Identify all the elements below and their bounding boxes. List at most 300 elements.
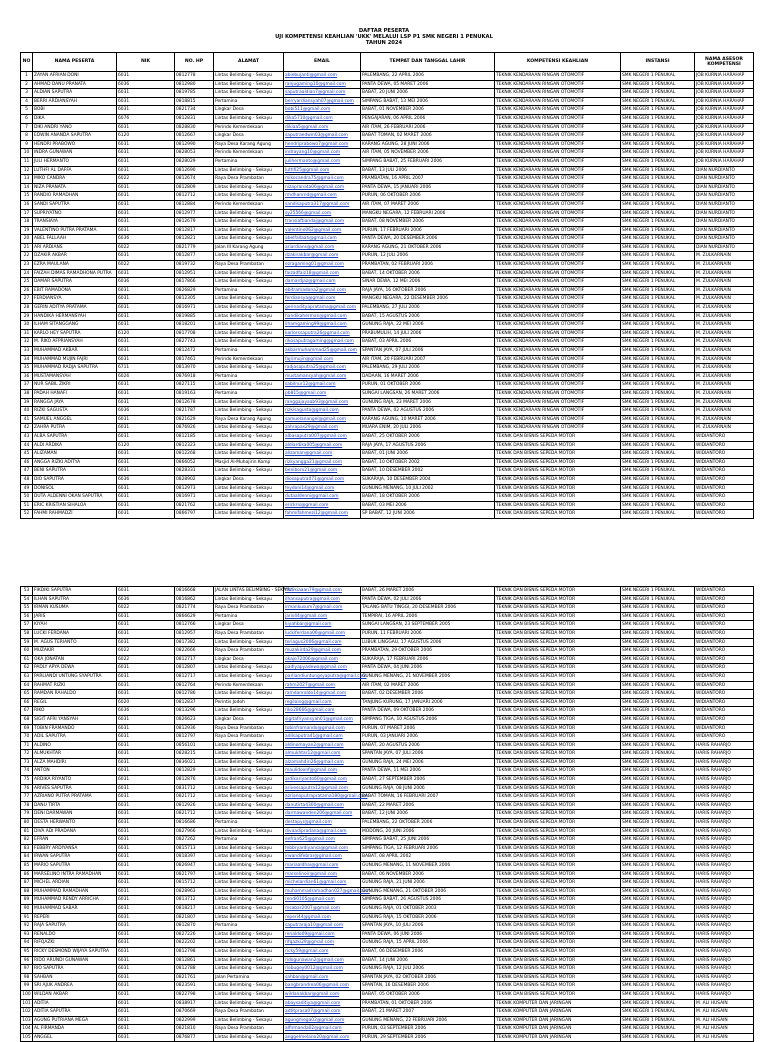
birth-place-date: MANGKU NEGARA, 12 FEBRUARI 2006 [361,209,495,218]
email[interactable]: arivessaputra12@gmail.com [284,784,361,793]
email[interactable]: michelardian61@gmail.com [284,879,361,888]
row-number: 58 [21,629,33,638]
address: Lintas Belimbing - Sekayu [214,501,284,510]
nik: 6031 [117,973,175,982]
competency: TEKNIK KENDARAAN RINGAN OTOMOTIF [495,415,621,424]
email[interactable]: rendi0105@gmail.com [284,896,361,905]
email[interactable]: rizkisagusta@gmail.com [284,407,361,416]
email[interactable]: okajo72006@gmail.com [284,655,361,664]
nik: 6031 [117,432,175,441]
assessor-name: WIDIANTORO [695,681,754,690]
institution: SMK NEGERI 1 PENUKAL [621,192,695,201]
address: Raya Desa Karang Agung [214,140,284,149]
competency: TEKNIK DAN BISNIS SEPEDA MOTOR [495,982,621,991]
email[interactable]: adilsaputra41@gmail.com [284,733,361,742]
institution: SMK NEGERI 1 PENUKAL [621,261,695,270]
phone-number: 0866052 [175,458,214,467]
email[interactable]: sabilnur12@gmail.com [284,381,361,390]
phone-number: 0828902 [175,475,214,484]
nik: 6031 [117,398,175,407]
competency: TEKNIK KENDARAAN RINGAN OTOMOTIF [495,261,621,270]
email[interactable]: ricky59@gmail.com [284,947,361,956]
birth-place-date: PURUN, 03 SEPTEMBER 2006 [361,1025,495,1034]
email[interactable]: sandisaputra317@gmail.com [284,200,361,209]
competency: TEKNIK DAN BISNIS SEPEDA MOTOR [495,862,621,871]
email[interactable]: feydoni14@gmail.com [284,484,361,493]
email[interactable]: saputraaldian7@gmail.com [284,89,361,98]
birth-place-date: GUNUNG RAJA, 21 JUNI 2006 [361,879,495,888]
nik: 6711 [117,364,175,373]
email[interactable]: sy25566@gmail.com [284,209,361,218]
table-row [21,801,754,810]
email[interactable]: diosaputra071@gmail.com [284,475,361,484]
address: Lintas Belimbing - Sekayu [214,784,284,793]
nik: 6031 [117,982,175,991]
email[interactable]: padlyapyadewa@gmail.com [284,664,361,673]
assessor-name: M. ALI HUSAIN [695,1016,754,1025]
assessor-name: WIDIANTORO [695,467,754,476]
column-header: NIK [117,53,175,72]
birth-place-date: BABAT, 20 AGUSTUS 2006 [361,741,495,750]
email[interactable]: ebitramadona2@gmail.com [284,286,361,295]
email[interactable]: ariardians@gmail.com [284,243,361,252]
phone-number: 0812821 [175,235,214,244]
competency: TEKNIK DAN BISNIS SEPEDA MOTOR [495,629,621,638]
nik: 6036 [117,595,175,604]
competency: TEKNIK DAN BISNIS SEPEDA MOTOR [495,432,621,441]
table-row [21,612,754,621]
competency: TEKNIK KENDARAAN RINGAN OTOMOTIF [495,407,621,416]
participant-name: PADLY APYA DEWA [33,664,117,673]
competency: TEKNIK DAN BISNIS SEPEDA MOTOR [495,672,621,681]
assessor-name: M. ALI HUSAIN [695,1008,754,1017]
email[interactable]: dikiaa5@gmail.com [284,123,361,132]
nik: 6020 [117,698,175,707]
email[interactable]: rizkyangga21@gmail.com [284,458,361,467]
address: Perindo Kemerdekaan [214,200,284,209]
phone-number: 0826829 [175,286,214,295]
address: Lintas Belimbing - Sekayu [214,844,284,853]
participant-name: HANDIKA HERMANSYAH [33,312,117,321]
email[interactable]: teriagus2006@gmail.com [284,638,361,647]
email[interactable]: fajrimujin@gmail.com [284,355,361,364]
institution: SMK NEGERI 1 PENUKAL [621,304,695,313]
institution: SMK NEGERI 1 PENUKAL [621,664,695,673]
email[interactable]: msabar2007@gmail.com [284,904,361,913]
email[interactable]: ranjugaming10@gmail.com [284,80,361,89]
email[interactable]: parliandiuntungsyaputra@gmail.com [284,672,361,681]
email[interactable]: saputraraja10@gmail.com [284,922,361,931]
email[interactable]: reperi44@gmail.com [284,913,361,922]
participant-name: RIFQAZKI [33,939,117,948]
nik: 6031 [117,484,175,493]
participant-name: RAHMAT RIZKI [33,681,117,690]
institution: SMK NEGERI 1 PENUKAL [621,355,695,364]
email[interactable]: erickris@gmail.com [284,501,361,510]
phone-number: 0812786 [175,690,214,699]
assessor-name: M. ZULKARNAIN [695,321,754,330]
nik: 6031 [117,836,175,845]
row-number: 10 [21,149,33,158]
phone-number: 0812861 [175,956,214,965]
birth-place-date: PRAMBATAN, 16 APRIL 2007 [361,175,495,184]
birth-place-date: MANGKU NEGARA, 22 DESEMBER 2006 [361,295,495,304]
assessor-name: M. ZULKARNAIN [695,269,754,278]
email[interactable]: damardjaz@gmail.com [284,278,361,287]
email[interactable]: kiyahbar@gmail.com [284,621,361,630]
email[interactable]: darmawanden206@gmail.com [284,810,361,819]
email[interactable]: muhammadramadhan027@gmail.com [284,887,361,896]
email[interactable]: beniborx21@gmail.com [284,467,361,476]
table-row [21,819,754,828]
email[interactable]: tobinframando@gmail.com [284,724,361,733]
address: Lintas Belimbing - Sekayu [214,793,284,802]
email[interactable]: rmdhanrnd@gmail.com [284,192,361,201]
email[interactable]: dika5710@gmail.com [284,114,361,123]
assessor-name: HARIS RAHARJO [695,741,754,750]
email[interactable]: ilhansaputra@gmail.com [284,595,361,604]
address: Lintas Belimbing - Sekayu [214,321,284,330]
phone-number: 0876918 [175,372,214,381]
email[interactable]: renaldo09@gmail.com [284,930,361,939]
table-row [21,655,754,664]
row-number: 73 [21,758,33,767]
participant-name: MUZAKIR [33,647,117,656]
email[interactable]: nizapranata06@gmail.com [284,183,361,192]
birth-place-date: BABAT, 08 NOVEMBER 2006 [361,218,495,227]
email[interactable]: dzakirakbar@gmail.com [284,252,361,261]
email[interactable]: karlorssaputra26@gmail.com [284,329,361,338]
email[interactable]: sahban@gmail.com [284,973,361,982]
email[interactable]: jaris44@gmail.com [284,612,361,621]
email[interactable]: berryardiansyah07@gmail.com [284,97,361,106]
competency: TEKNIK DAN BISNIS SEPEDA MOTOR [495,715,621,724]
email[interactable]: albasaputra007@gmail.com [284,432,361,441]
email[interactable]: ilhamgaming99@gmail.com [284,321,361,330]
row-number: 59 [21,638,33,647]
address: Lintas Belimbing - Sekayu [214,870,284,879]
participant-name: FEBBRY ARDIYANSA [33,844,117,853]
email[interactable]: sigitafriyansyah01@gmail.com [284,715,361,724]
assessor-name: WIDIANTORO [695,604,754,613]
row-number: 24 [21,269,33,278]
email[interactable]: hendriprabowo7@gmail.com [284,140,361,149]
competency: TEKNIK DAN BISNIS SEPEDA MOTOR [495,973,621,982]
email[interactable]: julihermanto@gmail.com [284,157,361,166]
email[interactable]: radjasaputra25@gmail.com [284,364,361,373]
email[interactable]: azrianoputrapratama180@gmail.com [284,793,361,802]
birth-place-date: BABAT, 05 OKTOBER 2006 [361,990,495,999]
email[interactable]: zahrapas29@gmail.com [284,424,361,433]
row-number: 56 [21,612,33,621]
birth-place-date: TANJUNG KURUNG, 17 JANUARI 2006 [361,698,495,707]
email[interactable]: destapyr@gmail.com [284,819,361,828]
assessor-name: HARIS RAHARJO [695,776,754,785]
phone-number: 0828331 [175,467,214,476]
email[interactable]: eefran625@gmail.com [284,836,361,845]
row-number: 5 [21,106,33,115]
email[interactable]: handikaherman@gmail.com [284,312,361,321]
nik: 6031 [117,690,175,699]
phone-number: 0821774 [175,604,214,613]
email[interactable]: luthfi25@gmail.com [284,166,361,175]
table-row [21,870,754,879]
email[interactable]: samuelanangel@gmail.com [284,415,361,424]
competency: TEKNIK KENDARAAN RINGAN OTOMOTIF [495,218,621,227]
row-number: 18 [21,218,33,227]
birth-place-date: PALEMBANG, 22 OKTOBER 2006 [361,819,495,828]
assessor-name: HARIS RAHARJO [695,793,754,802]
email[interactable]: ferdiansya@gmail.com [284,295,361,304]
row-number: 28 [21,304,33,313]
phone-number: 0822798 [175,990,214,999]
phone-number: 0821779 [175,243,214,252]
phone-number: 0812829 [175,767,214,776]
address: Lintas Belimbing - Sekayu [214,690,284,699]
institution: SMK NEGERI 1 PENUKAL [621,467,695,476]
phone-number: 0812870 [175,922,214,931]
email[interactable]: fahmifahmezi12@gmail.com [284,510,361,519]
address: Pertamina [214,286,284,295]
email[interactable]: ridogunawan2@gmail.com [284,956,361,965]
participant-name: DIVA ADI PRADANA [33,827,117,836]
assessor-name: HARIS RAHARJO [695,982,754,991]
address: Raya Desa Prambatan [214,724,284,733]
birth-place-date: SPANTAN JAYA, 07 JULI 2006 [361,750,495,759]
competency: TEKNIK DAN BISNIS SEPEDA MOTOR [495,758,621,767]
row-number: 60 [21,647,33,656]
email[interactable]: adtitprasa07@gmail.com [284,1008,361,1017]
email[interactable]: marselinoir@gmail.com [284,870,361,879]
nik: 6031 [117,200,175,209]
email[interactable]: ramdanraldo14@gmail.com [284,690,361,699]
institution: SMK NEGERI 1 PENUKAL [621,458,695,467]
phone-number: 0813712 [175,896,214,905]
email[interactable]: wildanakbar@gmail.com [284,990,361,999]
participant-name: RIZKI SAGUSTA [33,407,117,416]
email[interactable]: muzakirda29@gmail.com [284,647,361,656]
email[interactable]: riobugey0012@gmail.com [284,965,361,974]
address: Lintas Belimbing - Sekayu [214,758,284,767]
table-row [21,235,754,244]
email[interactable]: maulidoonf@gmail.com [284,767,361,776]
row-number: 83 [21,844,33,853]
phone-number: 0812837 [175,698,214,707]
assessor-name: HARIS RAHARJO [695,767,754,776]
email[interactable]: valentino062@gmail.com [284,226,361,235]
birth-place-date: PENGAJARAN, 06 APRIL 2006 [361,114,495,123]
birth-place-date: PANTA DEWA, 09 OKTOBER 2006 [361,707,495,716]
email[interactable]: saputraedwin03@gmail.com [284,132,361,141]
competency: TEKNIK DAN BISNIS SEPEDA MOTOR [495,612,621,621]
participant-name: RAMDAN RAHALDO [33,690,117,699]
email[interactable]: agungmega02@gmail.com [284,1016,361,1025]
email[interactable]: ranggajayaab93@gmail.com [284,398,361,407]
address: Lintas Belimbing - Sekayu [214,493,284,502]
email[interactable]: mariaaldhai@gmail.com [284,862,361,871]
competency: TEKNIK DAN BISNIS SEPEDA MOTOR [495,604,621,613]
nik: 6031 [117,990,175,999]
email[interactable]: aldiardika005@gmail.com [284,441,361,450]
email[interactable]: gerinadityapratama@gmail.com [284,304,361,313]
table-row [21,355,754,364]
nik: 6031 [117,218,175,227]
address: Lintas Belimbing - Sekayu [214,424,284,433]
participant-name: DAMAR SAPUTRA [33,278,117,287]
address: Lintas Belimbing - Sekayu [214,407,284,416]
row-number: 7 [21,123,33,132]
participant-name: LUCKI FERDANA [33,629,117,638]
assessor-name: M. ZULKARNAIN [695,355,754,364]
competency: TEKNIK KENDARAAN RINGAN OTOMOTIF [495,166,621,175]
phone-number: 0818397 [175,853,214,862]
assessor-name: WIDIANTORO [695,484,754,493]
row-number: 68 [21,715,33,724]
competency: TEKNIK KENDARAAN RINGAN OTOMOTIF [495,106,621,115]
competency: TEKNIK KENDARAAN RINGAN OTOMOTIF [495,80,621,89]
header-year: TAHUN 2024 [365,40,403,47]
phone-number: 0812957 [175,629,214,638]
phone-number: 0812323 [175,441,214,450]
competency: TEKNIK KOMPUTER DAN JARINGAN [495,999,621,1008]
table-row [21,604,754,613]
email[interactable]: abiebujanti@gmail.com [284,72,361,81]
assessor-name: M. ZULKARNAIN [695,364,754,373]
email[interactable]: rikosaputragaming@gmail.com [284,338,361,347]
table-row [21,510,754,519]
assessor-name: WIDIANTORO [695,647,754,656]
email[interactable]: alizaman@gmail.com [284,450,361,459]
participant-name: IRMAN KUSUMA [33,604,117,613]
email[interactable]: luckiferdana06@gmail.com [284,629,361,638]
institution: SMK NEGERI 1 PENUKAL [621,200,695,209]
nik: 6031 [117,681,175,690]
assessor-name: HARIS RAHARJO [695,904,754,913]
table-row [21,183,754,192]
institution: SMK NEGERI 1 PENUKAL [621,226,695,235]
email[interactable]: abelfallaah@gmail.com [284,235,361,244]
row-number: 97 [21,965,33,974]
email[interactable]: riko28666@gmail.com [284,707,361,716]
participant-name: MUHAMMAD RADJA SAPUTRA [33,364,117,373]
phone-number: 0856101 [175,741,214,750]
institution: SMK NEGERI 1 PENUKAL [621,1016,695,1025]
row-number: 79 [21,810,33,819]
email[interactable]: indrayang10@gmail.com [284,149,361,158]
row-number: 98 [21,973,33,982]
email[interactable]: dutaaldenni@gmail.com [284,493,361,502]
nik: 6031 [117,612,175,621]
row-number: 6 [21,114,33,123]
row-number: 34 [21,355,33,364]
assessor-name: M. ZULKARNAIN [695,347,754,356]
email[interactable]: rifqazki29@gmail.com [284,939,361,948]
email[interactable]: abaysaditiya@gmail.com [284,999,361,1008]
email[interactable]: fikdikiaaan79@gmail.com [284,587,361,596]
email[interactable]: irmankusum7@gmail.com [284,604,361,613]
competency: TEKNIK DAN BISNIS SEPEDA MOTOR [495,450,621,459]
birth-place-date: GUNUNG MENANG, 10 JULI 2002 [361,484,495,493]
institution: SMK NEGERI 1 PENUKAL [621,913,695,922]
email[interactable]: ezragaming01@gmail.com [284,261,361,270]
nik: 6031 [117,89,175,98]
birth-place-date: PURUN, 01 OKTOBER 2006 [361,381,495,390]
phone-number: 0816862 [175,595,214,604]
competency: TEKNIK KENDARAAN RINGAN OTOMOTIF [495,424,621,433]
table-row [21,243,754,252]
email[interactable]: bobi511@gmail.com [284,106,361,115]
institution: SMK NEGERI 1 PENUKAL [621,338,695,347]
table-row [21,329,754,338]
email[interactable]: divaadipradana@gmail.com [284,827,361,836]
birth-place-date: GUNUNG MENANG, 21 NOVEMBER 2006 [361,672,495,681]
competency: TEKNIK DAN BISNIS SEPEDA MOTOR [495,441,621,450]
email[interactable]: irwandifebrar@gmail.com [284,853,361,862]
institution: SMK NEGERI 1 PENUKAL [621,922,695,931]
email[interactable]: mustamansyah@gmail.com [284,372,361,381]
birth-place-date: PANTA DEWA, 02 JULI 2006 [361,595,495,604]
institution: SMK NEGERI 1 PENUKAL [621,157,695,166]
email[interactable]: bangbrandrea06@gmail.com [284,982,361,991]
assessor-name: JOB KURNIA HARAHAP [695,89,754,98]
institution: SMK NEGERI 1 PENUKAL [621,424,695,433]
nik: 6031 [117,741,175,750]
competency: TEKNIK DAN BISNIS SEPEDA MOTOR [495,930,621,939]
assessor-name: HARIS RAHARJO [695,844,754,853]
institution: SMK NEGERI 1 PENUKAL [621,286,695,295]
email[interactable]: faizadfaiz18@gmail.com [284,269,361,278]
birth-place-date: GUNUNG RAJA, 01 OKTOBER 2003 [361,904,495,913]
institution: SMK NEGERI 1 PENUKAL [621,715,695,724]
competency: TEKNIK DAN BISNIS SEPEDA MOTOR [495,690,621,699]
email[interactable]: febbryardiyansa@gmail.com [284,844,361,853]
email[interactable]: regiloing@gmail.com [284,698,361,707]
assessor-name: M. ZULKARNAIN [695,381,754,390]
email[interactable]: danutirta4300@gmail.com [284,801,361,810]
participant-name: JULI HERMANTO [33,157,117,166]
row-number: 103 [21,1016,33,1025]
address: Raya Desa Karang Agung [214,415,284,424]
birth-place-date: LUBUK LINGGAU, 17 AGUSTUS 2006 [361,638,495,647]
email[interactable]: transiaftiandaj@gmail.com [284,218,361,227]
email[interactable]: ardikariyanto60@gmail.com [284,776,361,785]
assessor-name: M. ZULKARNAIN [695,372,754,381]
address: Lintas Belimbing - Sekayu [214,114,284,123]
table-row [21,982,754,991]
phone-number: 0821734 [175,106,214,115]
birth-place-date: BABAT, 21 MARET 2007 [361,1008,495,1017]
address: Lintas Belimbing - Sekayu [214,450,284,459]
table-row [21,269,754,278]
competency: TEKNIK DAN BISNIS SEPEDA MOTOR [495,793,621,802]
row-number: 54 [21,595,33,604]
email[interactable]: rahm2027@gmail.com [284,681,361,690]
email[interactable]: mikocandra75@gmail.com [284,175,361,184]
institution: SMK NEGERI 1 PENUKAL [621,801,695,810]
email[interactable]: almukhtar12@gmail.com [284,750,361,759]
institution: SMK NEGERI 1 PENUKAL [621,450,695,459]
table-header-row [21,53,754,72]
address: Lintas Belimbing - Sekayu [214,707,284,716]
email[interactable]: alzamahdiri26@gmail.com [284,758,361,767]
email[interactable]: pb815@gmail.com [284,389,361,398]
email[interactable]: akbarmuhammad25@gmail.com [284,347,361,356]
table-row [21,853,754,862]
email[interactable]: alfirmanda02@gmail.com [284,1025,361,1034]
email[interactable]: anggelmelano20@gmail.com [284,1033,361,1042]
competency: TEKNIK KENDARAAN RINGAN OTOMOTIF [495,347,621,356]
email[interactable]: aldinomayan2@gmail.com [284,741,361,750]
